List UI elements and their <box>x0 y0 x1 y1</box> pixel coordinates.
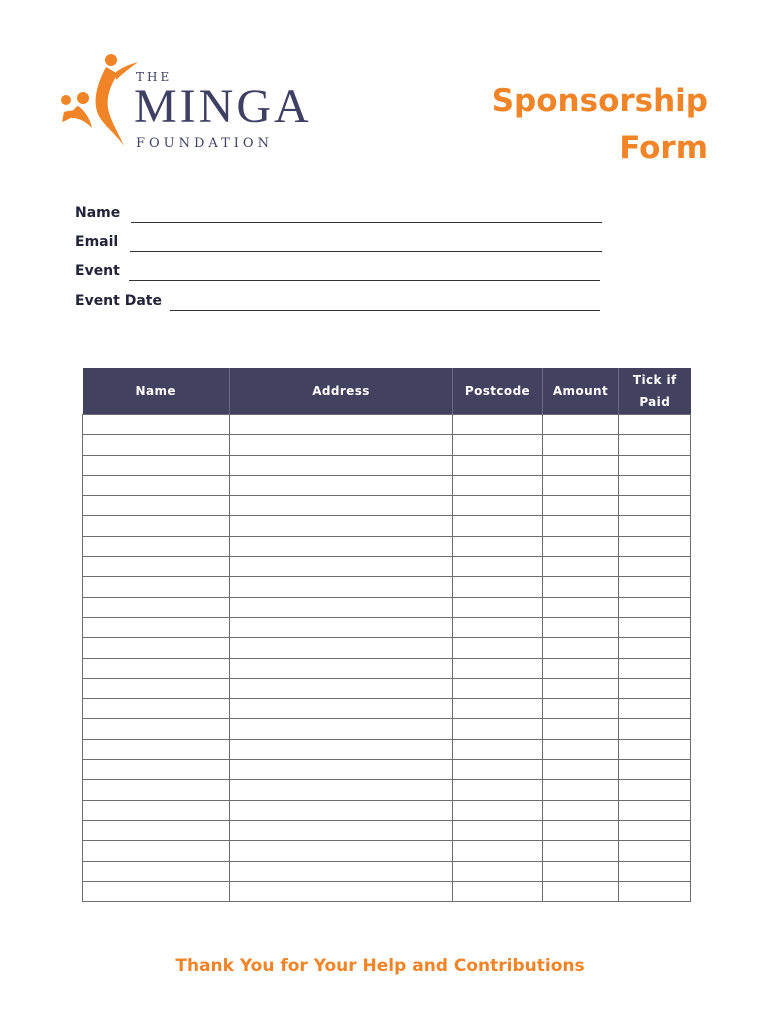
paid-cell[interactable] <box>619 699 691 719</box>
postcode-cell[interactable] <box>453 699 543 719</box>
address-cell[interactable] <box>230 516 453 536</box>
table-row <box>83 820 691 840</box>
postcode-cell[interactable] <box>453 435 543 455</box>
amount-cell[interactable] <box>543 557 619 577</box>
amount-cell[interactable] <box>543 800 619 820</box>
amount-cell[interactable] <box>543 536 619 556</box>
amount-cell[interactable] <box>543 699 619 719</box>
address-cell[interactable] <box>230 861 453 881</box>
header-paid-line2: Paid <box>639 395 671 409</box>
logo-minga-text: MINGA <box>134 80 312 133</box>
amount-cell[interactable] <box>543 841 619 861</box>
paid-cell[interactable] <box>619 577 691 597</box>
table-row <box>83 496 691 516</box>
postcode-cell[interactable] <box>453 861 543 881</box>
header-amount: Amount <box>543 368 619 415</box>
amount-cell[interactable] <box>543 577 619 597</box>
address-cell[interactable] <box>230 557 453 577</box>
address-cell[interactable] <box>230 638 453 658</box>
postcode-cell[interactable] <box>453 475 543 495</box>
name-cell[interactable] <box>83 557 230 577</box>
paid-cell[interactable] <box>619 760 691 780</box>
address-cell[interactable] <box>230 719 453 739</box>
postcode-cell[interactable] <box>453 780 543 800</box>
name-field[interactable] <box>75 205 602 223</box>
paid-cell[interactable] <box>619 638 691 658</box>
name-cell[interactable] <box>83 617 230 637</box>
event-label: Event <box>75 263 120 279</box>
name-cell[interactable] <box>83 820 230 840</box>
address-cell[interactable] <box>230 760 453 780</box>
amount-cell[interactable] <box>543 820 619 840</box>
name-cell[interactable] <box>83 597 230 617</box>
paid-cell[interactable] <box>619 881 691 901</box>
table-row <box>83 678 691 698</box>
amount-cell[interactable] <box>543 617 619 637</box>
logo-the-text: THE <box>136 70 173 84</box>
name-cell[interactable] <box>83 435 230 455</box>
name-label: Name <box>75 205 121 221</box>
header-tick-if-paid <box>619 368 691 415</box>
name-cell[interactable] <box>83 658 230 678</box>
address-cell[interactable] <box>230 617 453 637</box>
amount-cell[interactable] <box>543 780 619 800</box>
amount-cell[interactable] <box>543 597 619 617</box>
name-cell[interactable] <box>83 760 230 780</box>
paid-cell[interactable] <box>619 557 691 577</box>
name-cell[interactable] <box>83 536 230 556</box>
name-cell[interactable] <box>83 455 230 475</box>
name-cell[interactable] <box>83 638 230 658</box>
paid-cell[interactable] <box>619 597 691 617</box>
address-cell[interactable] <box>230 415 453 435</box>
name-cell[interactable] <box>83 496 230 516</box>
paid-cell[interactable] <box>619 820 691 840</box>
table-row <box>83 658 691 678</box>
paid-cell[interactable] <box>619 841 691 861</box>
postcode-cell[interactable] <box>453 415 543 435</box>
paid-cell[interactable] <box>619 780 691 800</box>
table-row <box>83 861 691 881</box>
postcode-cell[interactable] <box>453 739 543 759</box>
header-address: Address <box>230 368 453 415</box>
event-line[interactable] <box>129 280 600 281</box>
table-body <box>83 415 691 902</box>
address-cell[interactable] <box>230 678 453 698</box>
table-row <box>83 719 691 739</box>
table-row <box>83 881 691 901</box>
amount-cell[interactable] <box>543 861 619 881</box>
form-title-line1: Sponsorship <box>491 83 708 119</box>
address-cell[interactable] <box>230 699 453 719</box>
table-row <box>83 455 691 475</box>
table-row <box>83 800 691 820</box>
header-name: Name <box>83 368 230 415</box>
amount-cell[interactable] <box>543 455 619 475</box>
amount-cell[interactable] <box>543 760 619 780</box>
postcode-cell[interactable] <box>453 841 543 861</box>
form-title <box>492 78 708 172</box>
name-cell[interactable] <box>83 861 230 881</box>
postcode-cell[interactable] <box>453 455 543 475</box>
table-row <box>83 435 691 455</box>
amount-cell[interactable] <box>543 516 619 536</box>
postcode-cell[interactable] <box>453 678 543 698</box>
paid-cell[interactable] <box>619 719 691 739</box>
thank-you-message: Thank You for Your Help and Contributions <box>175 956 585 976</box>
postcode-cell[interactable] <box>453 577 543 597</box>
amount-cell[interactable] <box>543 415 619 435</box>
table-row <box>83 841 691 861</box>
amount-cell[interactable] <box>543 638 619 658</box>
postcode-cell[interactable] <box>453 719 543 739</box>
postcode-cell[interactable] <box>453 496 543 516</box>
postcode-cell[interactable] <box>453 516 543 536</box>
header-paid-line1: Tick if <box>632 373 677 387</box>
email-field[interactable] <box>75 234 602 252</box>
table-row <box>83 780 691 800</box>
address-cell[interactable] <box>230 536 453 556</box>
header-postcode: Postcode <box>453 368 543 415</box>
amount-cell[interactable] <box>543 881 619 901</box>
name-line[interactable] <box>131 222 602 223</box>
amount-cell[interactable] <box>543 475 619 495</box>
paid-cell[interactable] <box>619 455 691 475</box>
address-cell[interactable] <box>230 597 453 617</box>
name-cell[interactable] <box>83 577 230 597</box>
address-cell[interactable] <box>230 658 453 678</box>
postcode-cell[interactable] <box>453 557 543 577</box>
email-label: Email <box>75 234 119 250</box>
address-cell[interactable] <box>230 435 453 455</box>
table-row <box>83 557 691 577</box>
table-row <box>83 516 691 536</box>
paid-cell[interactable] <box>619 678 691 698</box>
table-row <box>83 577 691 597</box>
table-row <box>83 638 691 658</box>
amount-cell[interactable] <box>543 678 619 698</box>
event-field[interactable] <box>75 263 600 281</box>
address-cell[interactable] <box>230 820 453 840</box>
address-cell[interactable] <box>230 841 453 861</box>
paid-cell[interactable] <box>619 475 691 495</box>
table-row <box>83 597 691 617</box>
table-row <box>83 739 691 759</box>
address-cell[interactable] <box>230 881 453 901</box>
address-cell[interactable] <box>230 780 453 800</box>
form-title-line2: Form <box>619 130 708 166</box>
address-cell[interactable] <box>230 577 453 597</box>
sponsorship-table <box>82 368 691 902</box>
paid-cell[interactable] <box>619 658 691 678</box>
name-cell[interactable] <box>83 516 230 536</box>
postcode-cell[interactable] <box>453 536 543 556</box>
paid-cell[interactable] <box>619 496 691 516</box>
postcode-cell[interactable] <box>453 617 543 637</box>
name-cell[interactable] <box>83 841 230 861</box>
logo-foundation-text: FOUNDATION <box>136 136 273 151</box>
paid-cell[interactable] <box>619 435 691 455</box>
postcode-cell[interactable] <box>453 760 543 780</box>
table-row <box>83 699 691 719</box>
paid-cell[interactable] <box>619 516 691 536</box>
postcode-cell[interactable] <box>453 658 543 678</box>
paid-cell[interactable] <box>619 415 691 435</box>
amount-cell[interactable] <box>543 496 619 516</box>
address-cell[interactable] <box>230 496 453 516</box>
postcode-cell[interactable] <box>453 638 543 658</box>
name-cell[interactable] <box>83 780 230 800</box>
paid-cell[interactable] <box>619 536 691 556</box>
event-date-label: Event Date <box>75 293 162 309</box>
name-cell[interactable] <box>83 739 230 759</box>
table-row <box>83 415 691 435</box>
event-date-line[interactable] <box>170 310 600 311</box>
event-date-field[interactable] <box>75 293 600 311</box>
postcode-cell[interactable] <box>453 820 543 840</box>
postcode-cell[interactable] <box>453 597 543 617</box>
name-cell[interactable] <box>83 415 230 435</box>
name-cell[interactable] <box>83 881 230 901</box>
postcode-cell[interactable] <box>453 881 543 901</box>
table-row <box>83 617 691 637</box>
name-cell[interactable] <box>83 719 230 739</box>
paid-cell[interactable] <box>619 800 691 820</box>
table-row <box>83 536 691 556</box>
name-cell[interactable] <box>83 800 230 820</box>
email-line[interactable] <box>130 251 602 252</box>
amount-cell[interactable] <box>543 739 619 759</box>
address-cell[interactable] <box>230 455 453 475</box>
name-cell[interactable] <box>83 475 230 495</box>
address-cell[interactable] <box>230 739 453 759</box>
table-header-row <box>83 368 691 415</box>
paid-cell[interactable] <box>619 617 691 637</box>
address-cell[interactable] <box>230 475 453 495</box>
paid-cell[interactable] <box>619 739 691 759</box>
address-cell[interactable] <box>230 800 453 820</box>
minga-foundation-logo <box>58 52 338 157</box>
amount-cell[interactable] <box>543 435 619 455</box>
table-row <box>83 760 691 780</box>
table-row <box>83 475 691 495</box>
name-cell[interactable] <box>83 678 230 698</box>
postcode-cell[interactable] <box>453 800 543 820</box>
amount-cell[interactable] <box>543 658 619 678</box>
amount-cell[interactable] <box>543 719 619 739</box>
paid-cell[interactable] <box>619 861 691 881</box>
name-cell[interactable] <box>83 699 230 719</box>
